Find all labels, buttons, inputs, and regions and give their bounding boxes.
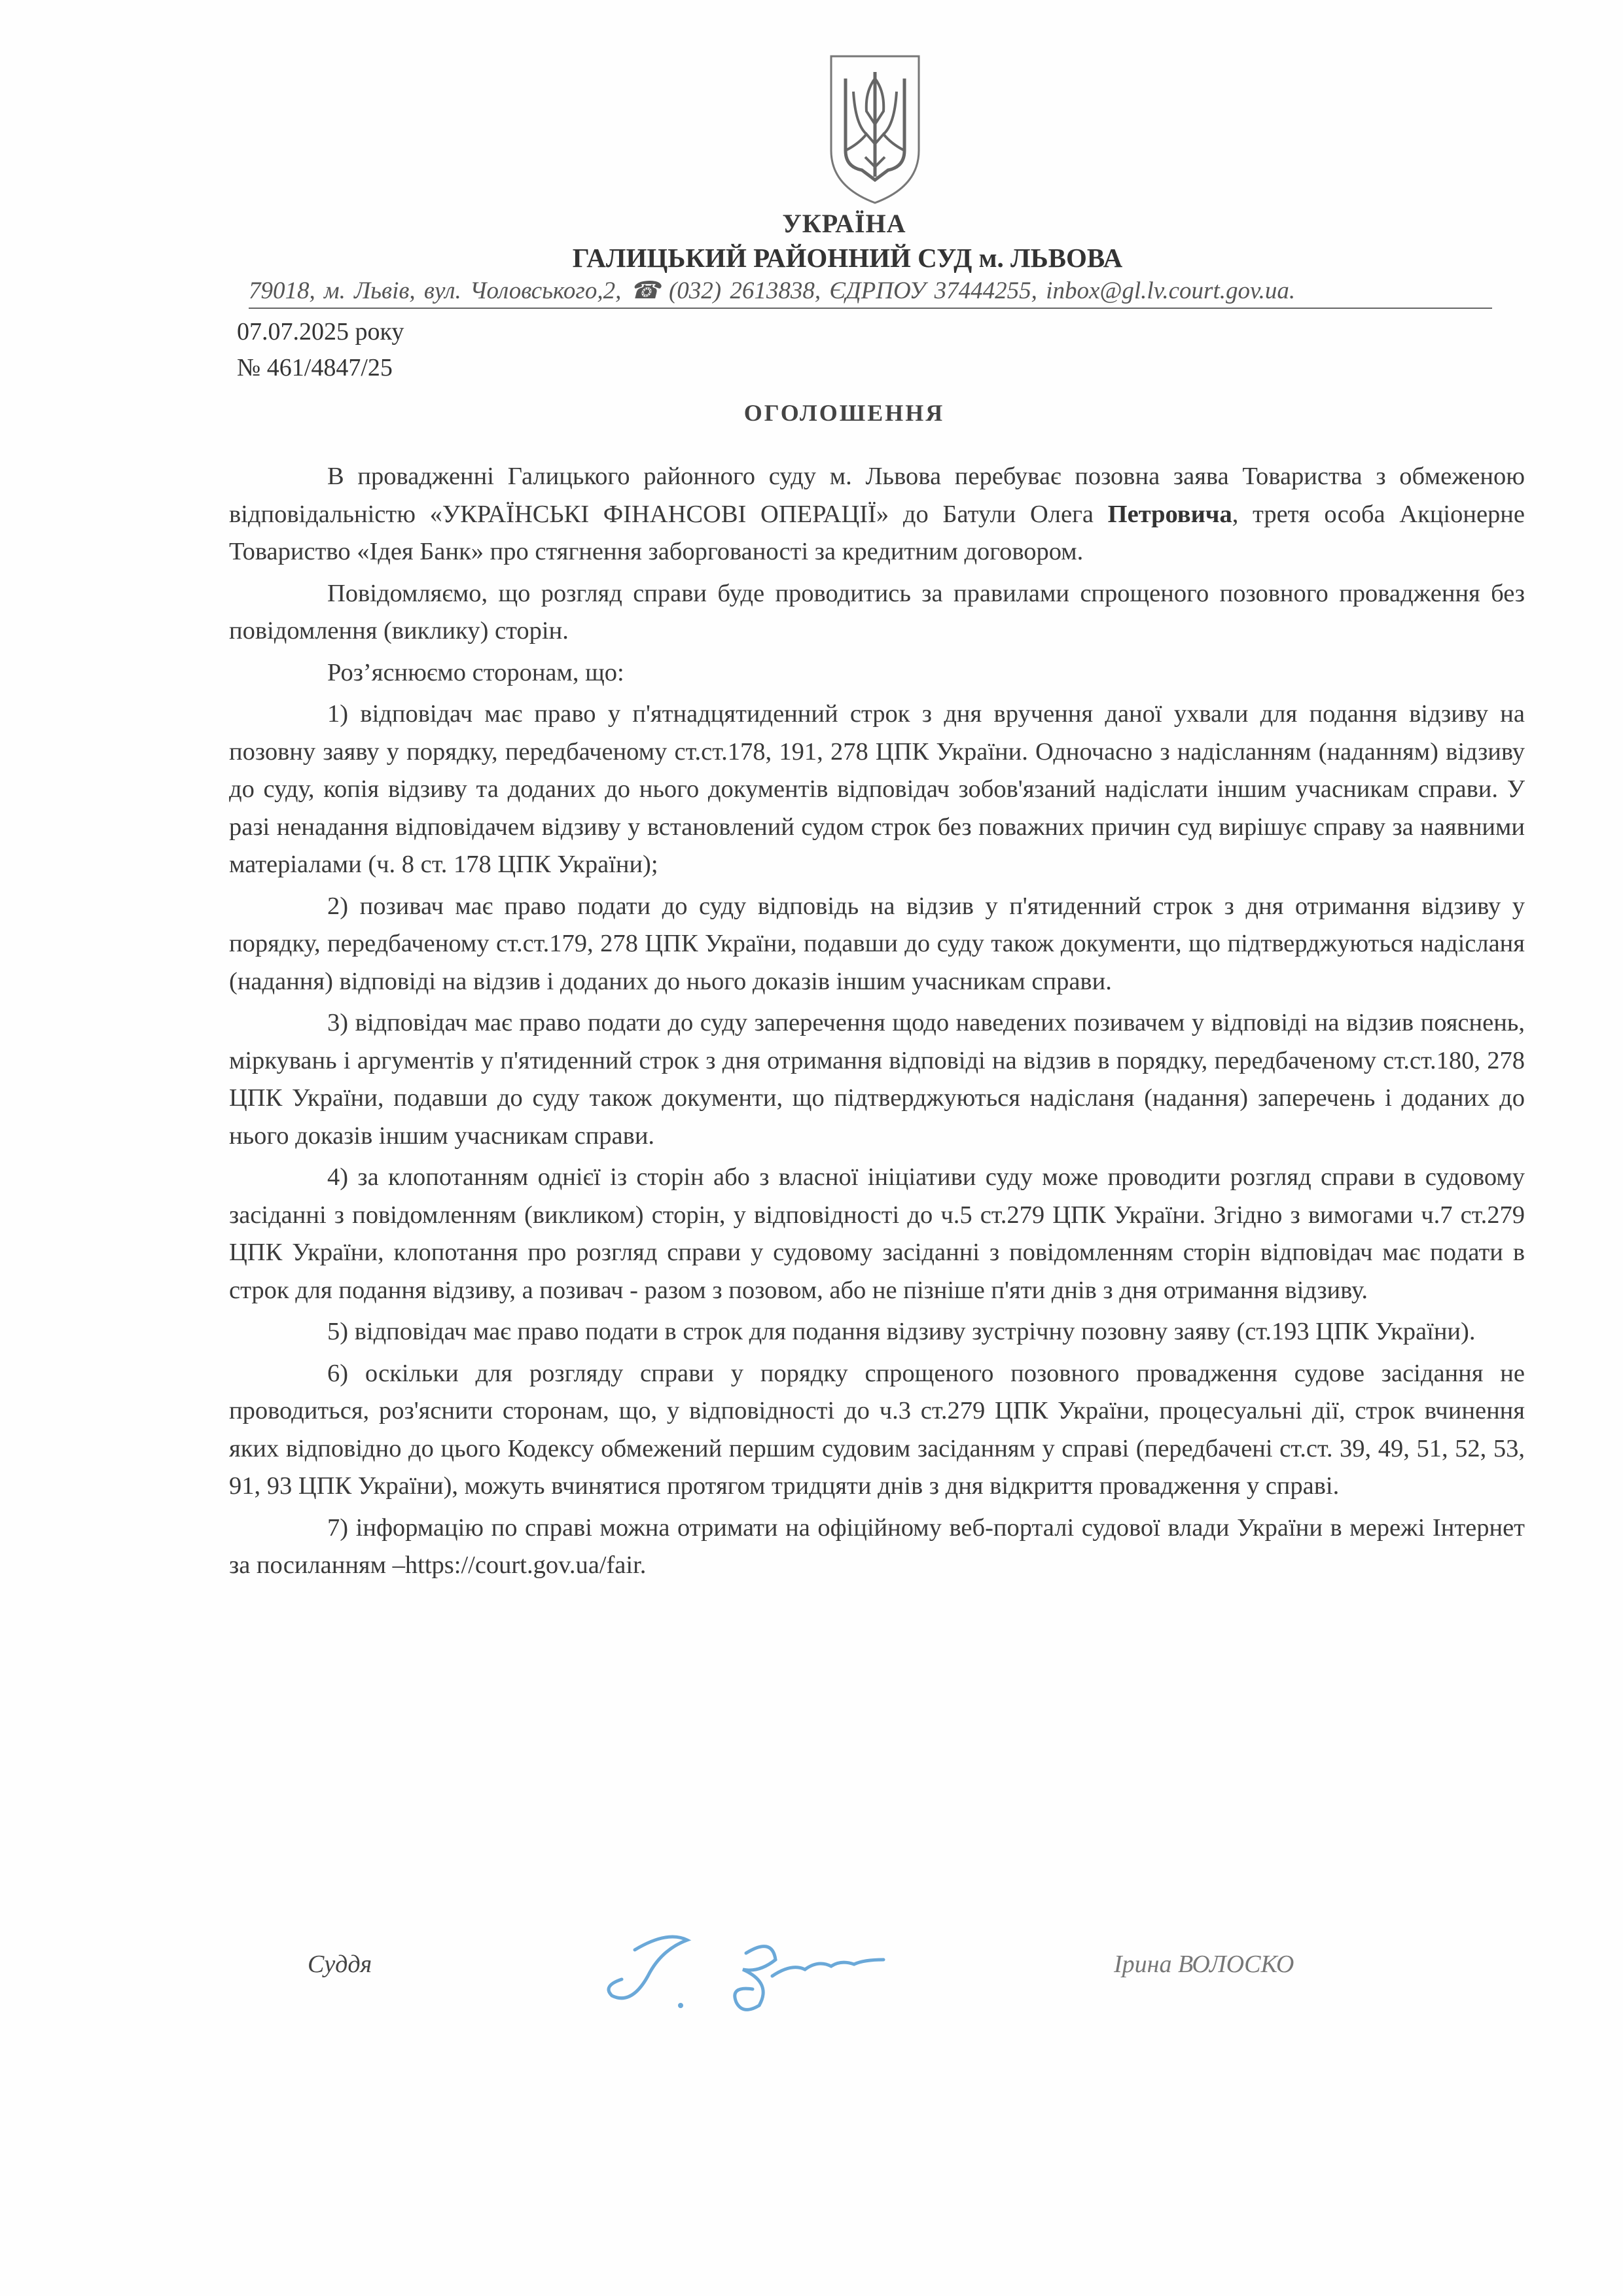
handwritten-signature bbox=[596, 1924, 962, 2022]
judge-name: Ірина ВОЛОСКО bbox=[1114, 1951, 1294, 1978]
court-heading: ГАЛИЦЬКИЙ РАЙОННИЙ СУД м. ЛЬВОВА bbox=[572, 243, 1123, 273]
paragraph-notice: Повідомляємо, що розгляд справи буде проводитись за правилами спрощеного позовного провадження без повідомлення (виклику) сторін. bbox=[229, 579, 1525, 645]
signature-block bbox=[0, 1924, 1623, 2028]
paragraph-item-5: 5) відповідач має право подати в строк для подання відзиву зустрічну позовну заяву (ст.193 ЦПК України). bbox=[327, 1318, 1476, 1345]
paragraph-item-3: 3) відповідач має право подати до суду заперечення щодо наведених позивачем у відповіді на відзив пояснень, міркувань і аргументів у п'ятиденний строк з дня отримання відповіді на відзив в порядку, передбаченому ст.ст.180, 278 ЦПК України, подавши до суду також документи, що підтверджуються надісланя (надання) заперечень і доданих до нього доказів іншим учасникам справи. bbox=[229, 1009, 1525, 1150]
document-date: 07.07.2025 року bbox=[237, 318, 404, 345]
paragraph-intro: В провадженні Галицького районного суду м. Львова перебуває позовна заява Товариства з обмеженою відповідальністю «УКРАЇНСЬКІ ФІНАНСОВІ ОПЕРАЦІЇ» до Батули Олега Петровича, третя особа Акціонерне Товариство «Ідея Банк» про стягнення заборгованості за кредитним договором. bbox=[229, 463, 1525, 565]
paragraph-explanation: Роз’яснюємо сторонам, що: bbox=[327, 658, 624, 686]
document-body bbox=[229, 458, 1525, 1589]
paragraph-item-2: 2) позивач має право подати до суду відповідь на відзив у п'ятиденний строк з дня отримання відзиву у порядку, передбаченому ст.ст.179, 278 ЦПК України, подавши до суду також документи, що підтверджуються надісланя (надання) відповіді на відзив і доданих до нього доказів іншим учасникам справи. bbox=[229, 892, 1525, 995]
defendant-name: Петровича bbox=[1107, 500, 1232, 528]
paragraph-item-7: 7) інформацію по справі можна отримати на офіційному веб-порталі судової влади України в мережі Інтернет за посиланням –https://court.gov.ua/fair. bbox=[229, 1513, 1525, 1579]
paragraph-item-1: 1) відповідач має право у п'ятнадцятиденний строк з дня вручення даної ухвали для подання відзиву на позовну заяву у порядку, передбаченому ст.ст.178, 191, 278 ЦПК України. Одночасно з надісланням (наданням) відзиву до суду, копія відзиву та доданих до нього документів відповідач зобов'язаний надіслати іншим учасникам справи. У разі ненадання відповідачем відзиву у встановлений судом строк без поважних причин суд вирішує справу за наявними матеріалами (ч. 8 ст. 178 ЦПК України); bbox=[229, 700, 1525, 878]
paragraph-item-4: 4) за клопотанням однієї із сторін або з власної ініціативи суду може проводити розгляд справи в судовому засіданні з повідомленням (викликом) сторін, у відповідності до ч.5 ст.279 ЦПК України. Згідно з вимогами ч.7 ст.279 ЦПК України, клопотання про розгляд справи у судовому засіданні з повідомленням сторін відповідач має подати в строк для подання відзиву, а позивач - разом з позовом, або не пізніше п'яти днів з дня отримання відзиву. bbox=[229, 1163, 1525, 1304]
document-title: ОГОЛОШЕННЯ bbox=[743, 400, 945, 426]
case-number: № 461/4847/25 bbox=[237, 354, 393, 381]
court-address: 79018, м. Львів, вул. Чоловського,2, ☎ (032) 2613838, ЄДРПОУ 37444255, inbox@gl.lv.court.gov.ua. bbox=[249, 276, 1492, 309]
country-heading: УКРАЇНА bbox=[782, 209, 906, 238]
coat-of-arms-icon bbox=[826, 52, 924, 206]
paragraph-item-6: 6) оскільки для розгляду справи у порядку спрощеного позовного провадження судове засідання не проводиться, роз'яснити сторонам, що, у відповідності до ч.3 ст.279 ЦПК України, процесуальні дії, строк вчинення яких відповідно до цього Кодексу обмежений першим судовим засіданням у справі (передбачені ст.ст. 39, 49, 51, 52, 53, 91, 93 ЦПК України), можуть вчинятися протягом тридцяти днів з дня відкриття провадження у справі. bbox=[229, 1359, 1525, 1500]
judge-label: Суддя bbox=[308, 1951, 372, 1978]
